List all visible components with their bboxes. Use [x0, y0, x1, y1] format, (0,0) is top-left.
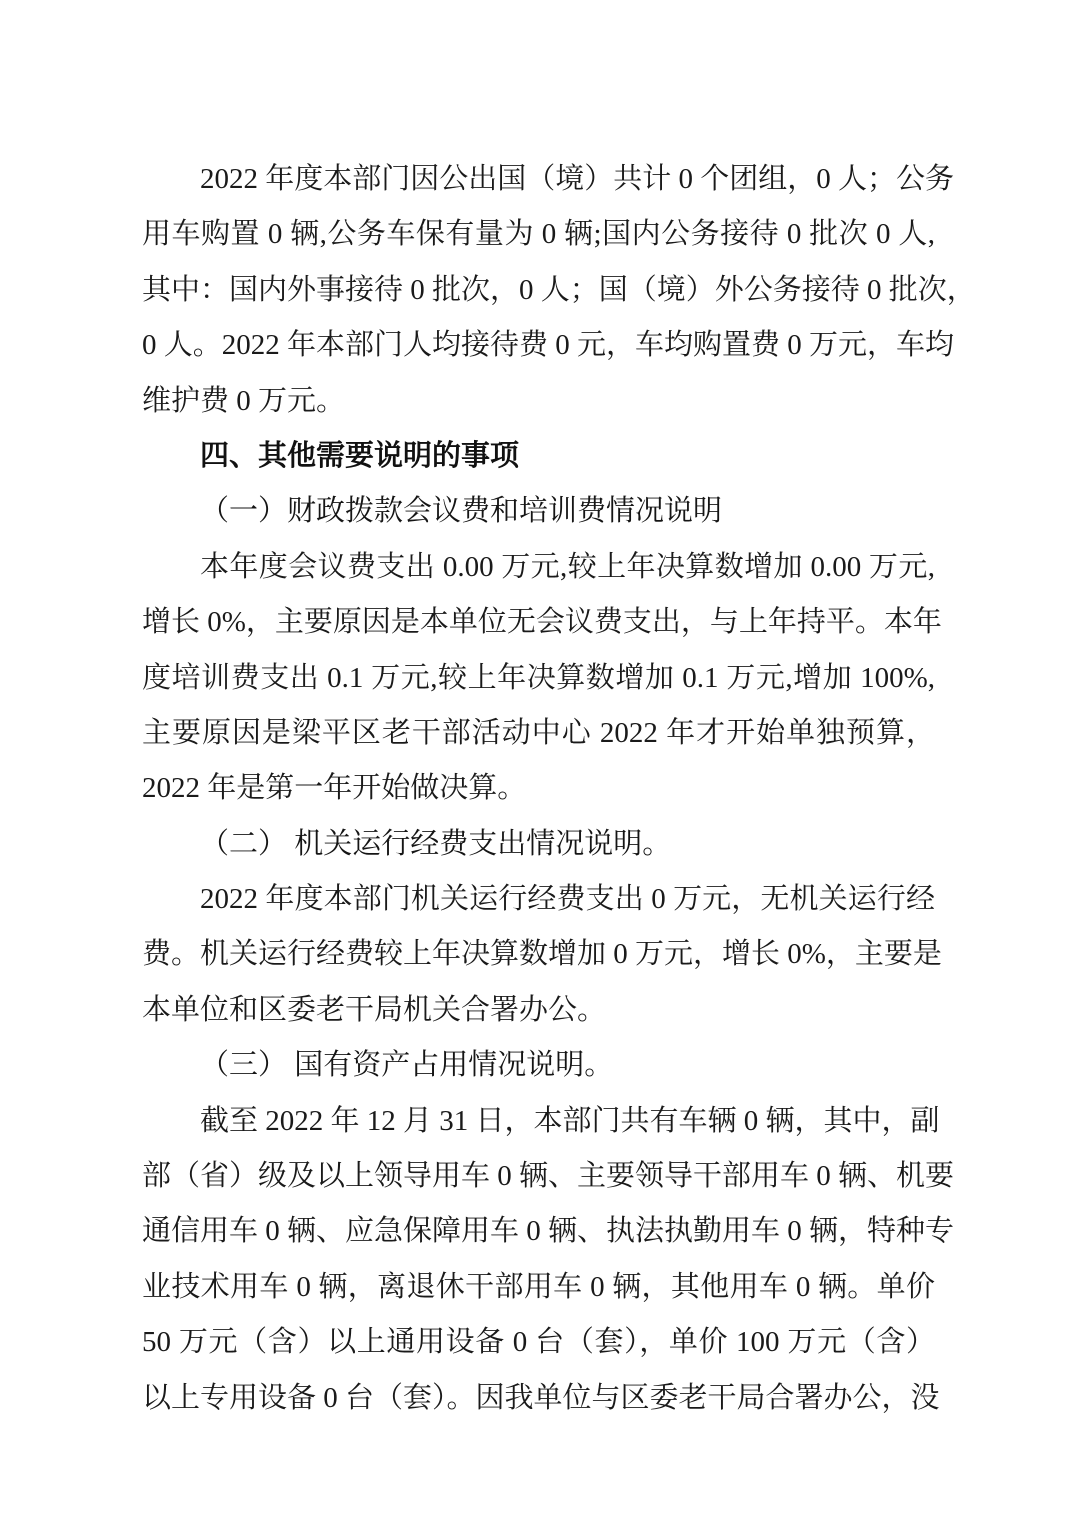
- body-line: 50 万元（含）以上通用设备 0 台（套），单价 100 万元（含）: [142, 1326, 935, 1359]
- body-line: 部（省）级及以上领导用车 0 辆、主要领导干部用车 0 辆、机要: [142, 1160, 955, 1193]
- body-line: 本单位和区委老干局机关合署办公。: [142, 993, 607, 1026]
- body-line: 增长 0%，主要原因是本单位无会议费支出，与上年持平。本年: [142, 606, 942, 639]
- body-line: 以上专用设备 0 台（套）。因我单位与区委老干局合署办公，没: [142, 1381, 940, 1414]
- body-line: 0 人。2022 年本部门人均接待费 0 元，车均购置费 0 万元，车均: [142, 329, 955, 362]
- body-line: 其中：国内外事接待 0 批次，0 人；国（境）外公务接待 0 批次，: [142, 273, 976, 306]
- body-line: 2022 年是第一年开始做决算。: [142, 772, 527, 805]
- body-line: 2022 年度本部门因公出国（境）共计 0 个团组，0 人；公务: [200, 163, 955, 195]
- body-line: 用车购置 0 辆,公务车保有量为 0 辆;国内公务接待 0 批次 0 人,: [142, 218, 935, 251]
- body-line: 度培训费支出 0.1 万元,较上年决算数增加 0.1 万元,增加 100%,: [142, 661, 935, 694]
- body-line: 通信用车 0 辆、应急保障用车 0 辆、执法执勤用车 0 辆，特种专: [142, 1215, 955, 1248]
- subsection-heading: （三） 国有资产占用情况说明。: [200, 1049, 614, 1082]
- section-heading: 四、其他需要说明的事项: [200, 439, 520, 472]
- body-line: 维护费 0 万元。: [142, 384, 346, 417]
- body-line: 费。机关运行经费较上年决算数增加 0 万元，增长 0%，主要是: [142, 938, 942, 971]
- subsection-heading: （一）财政拨款会议费和培训费情况说明: [200, 495, 723, 528]
- body-line: 业技术用车 0 辆，离退休干部用车 0 辆，其他用车 0 辆。单价: [142, 1270, 935, 1303]
- page-content: [142, 152, 976, 1426]
- body-line: 本年度会议费支出 0.00 万元,较上年决算数增加 0.00 万元,: [200, 550, 935, 583]
- body-line: 截至 2022 年 12 月 31 日，本部门共有车辆 0 辆，其中，副: [200, 1104, 940, 1137]
- body-line: 主要原因是梁平区老干部活动中心 2022 年才开始单独预算，: [142, 716, 935, 749]
- subsection-heading: （二） 机关运行经费支出情况说明。: [200, 827, 672, 860]
- body-line: 2022 年度本部门机关运行经费支出 0 万元，无机关运行经: [200, 883, 935, 916]
